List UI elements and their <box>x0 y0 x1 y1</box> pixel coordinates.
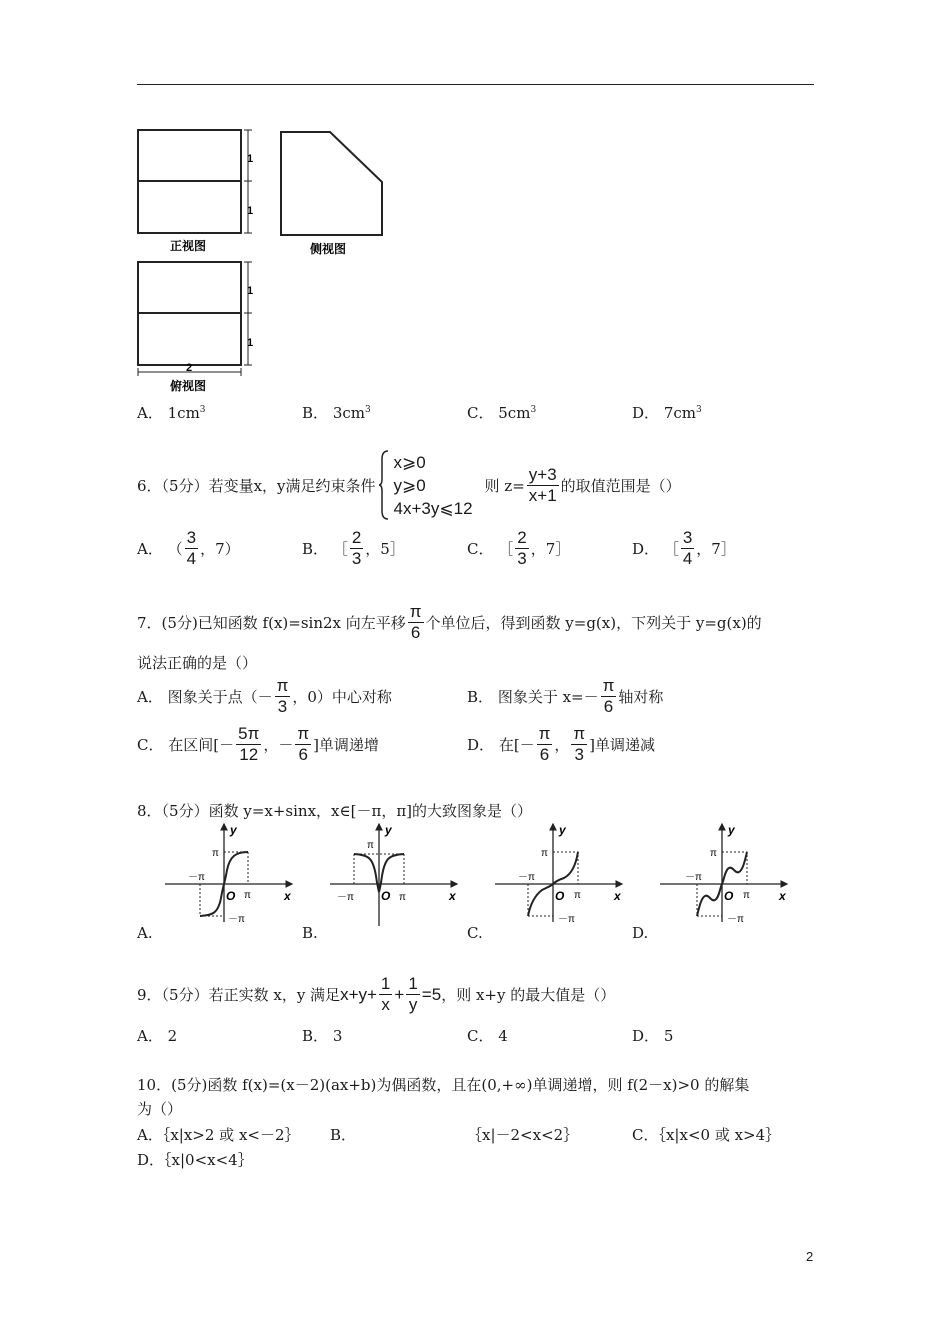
q6-stem: 6．（5分）若变量x，y满足约束条件 x⩾0 y⩾0 4x+3y⩽12 则 z= $\frac{y+3}{x+1}$ 的取值范围是（） <box>137 449 681 521</box>
svg-text:O: O <box>555 889 565 903</box>
svg-text:－π: －π <box>558 914 575 925</box>
svg-text:y: y <box>230 823 237 837</box>
q7-option-b[interactable]: B． 图象关于 x=－ $\frac{\pi}{6}$ 轴对称 <box>467 676 664 716</box>
svg-text:π: π <box>710 848 717 859</box>
q5-option-d[interactable]: D． $7cm^3$ <box>632 404 702 422</box>
three-view-figure <box>130 122 400 397</box>
svg-text:－π: －π <box>727 914 744 925</box>
svg-text:O: O <box>381 889 391 903</box>
svg-text:O: O <box>226 889 236 903</box>
svg-text:x: x <box>779 889 786 903</box>
svg-text:π: π <box>399 892 406 903</box>
q8-label-d[interactable]: D. <box>632 924 649 942</box>
q5-option-c[interactable]: C． $5cm^3$ <box>467 404 537 422</box>
svg-text:x: x <box>449 889 456 903</box>
svg-text:y: y <box>559 823 566 837</box>
svg-text:x: x <box>284 889 291 903</box>
svg-text:y: y <box>728 823 735 837</box>
svg-text:－π: －π <box>337 892 354 903</box>
q10-option-a[interactable]: A．｛x|x>2 或 x<－2｝ <box>137 1126 300 1144</box>
q6-option-d[interactable]: D． ［ $\frac{3}{4}$ ，7］ <box>632 528 736 568</box>
svg-text:－π: －π <box>228 914 245 925</box>
q7-option-a[interactable]: A． 图象关于点（－ $\frac{\pi}{3}$ ，0）中心对称 <box>137 676 392 716</box>
svg-text:1: 1 <box>247 285 254 297</box>
page-number: 2 <box>806 1249 814 1264</box>
q10-option-b[interactable]: ｛x|－2<x<2｝ <box>467 1126 579 1144</box>
top-view-label: 俯视图 <box>170 379 207 393</box>
q7-stem-line2: 说法正确的是（） <box>137 654 258 672</box>
q10-stem: 10．(5分)函数 f(x)=(x－2)(ax+b)为偶函数，且在(0,+∞)单调递增，则 f(2－x)>0 的解集 <box>137 1076 750 1094</box>
q10-option-b-key[interactable]: B． <box>330 1126 357 1144</box>
svg-text:－π: －π <box>518 872 535 883</box>
svg-text:π: π <box>541 848 548 859</box>
svg-text:1: 1 <box>247 337 254 349</box>
q8-label-a[interactable]: A. <box>137 924 153 942</box>
svg-text:π: π <box>367 840 374 851</box>
header-rule <box>137 84 814 85</box>
svg-text:π: π <box>212 848 219 859</box>
dim-label: 1 <box>247 153 254 165</box>
q6-fraction: $\frac{y+3}{x+1}$ <box>528 464 557 505</box>
q5-option-b[interactable]: B． $3cm^3$ <box>302 404 371 422</box>
q9-option-d[interactable]: D． 5 <box>632 1027 674 1045</box>
q8-graph-c[interactable] <box>490 818 630 928</box>
front-view-label: 正视图 <box>170 239 207 253</box>
q6-option-a[interactable]: A． （ $\frac{3}{4}$ ，7） <box>137 528 240 568</box>
q9-option-c[interactable]: C． 4 <box>467 1027 508 1045</box>
q7-option-d[interactable]: D． 在[－ $\frac{\pi}{6}$ ， $\frac{\pi}{3}$ ]单调递减 <box>467 724 656 764</box>
q7-stem: 7．(5分)已知函数 f(x)=sin2x 向左平移 $\frac{\pi}{6}$ 个单位后，得到函数 y=g(x)，下列关于 y=g(x)的 <box>137 602 762 642</box>
q9-stem: 9．（5分）若正实数 x，y 满足 x+y+ $\frac{1}{x}$ + $\frac{1}{y}$ =5 ，则 x+y 的最大值是（） <box>137 974 616 1014</box>
q7-option-c[interactable]: C． 在区间[－ $\frac{5\pi}{12}$ ，－ $\frac{\pi}{6}$ ]单调递增 <box>137 724 379 764</box>
svg-text:y: y <box>385 823 392 837</box>
svg-text:O: O <box>724 889 734 903</box>
side-view-label: 侧视图 <box>310 242 347 256</box>
q5-option-a[interactable]: A． $1cm^3$ <box>137 404 206 422</box>
q10-option-d[interactable]: D．｛x|0<x<4｝ <box>137 1151 253 1169</box>
q8-stem: 8．（5分）函数 y=x+sinx，x∈[－π，π]的大致图象是（） <box>137 802 533 820</box>
dim-label: 1 <box>247 205 254 217</box>
q9-option-a[interactable]: A． 2 <box>137 1027 178 1045</box>
q6-option-b[interactable]: B． ［ $\frac{2}{3}$ ，5］ <box>302 528 405 568</box>
svg-text:π: π <box>244 890 251 901</box>
svg-text:x: x <box>614 889 621 903</box>
brace-icon <box>378 449 390 521</box>
q8-label-b[interactable]: B. <box>302 924 318 942</box>
q8-graph-d[interactable] <box>655 818 795 928</box>
q8-graph-a[interactable] <box>160 818 300 928</box>
dim-label: 2 <box>186 362 193 374</box>
side-view-shape <box>281 132 382 235</box>
q10-stem-line2: 为（） <box>137 1100 183 1118</box>
svg-text:－π: －π <box>188 872 205 883</box>
svg-text:－π: －π <box>685 872 702 883</box>
svg-text:π: π <box>574 890 581 901</box>
q8-label-c[interactable]: C. <box>467 924 483 942</box>
q9-option-b[interactable]: B． 3 <box>302 1027 343 1045</box>
q8-graph-b[interactable] <box>325 818 465 928</box>
q10-option-c[interactable]: C．｛x|x<0 或 x>4｝ <box>632 1126 781 1144</box>
q6-option-c[interactable]: C． ［ $\frac{2}{3}$ ，7］ <box>467 528 571 568</box>
svg-text:π: π <box>743 890 750 901</box>
